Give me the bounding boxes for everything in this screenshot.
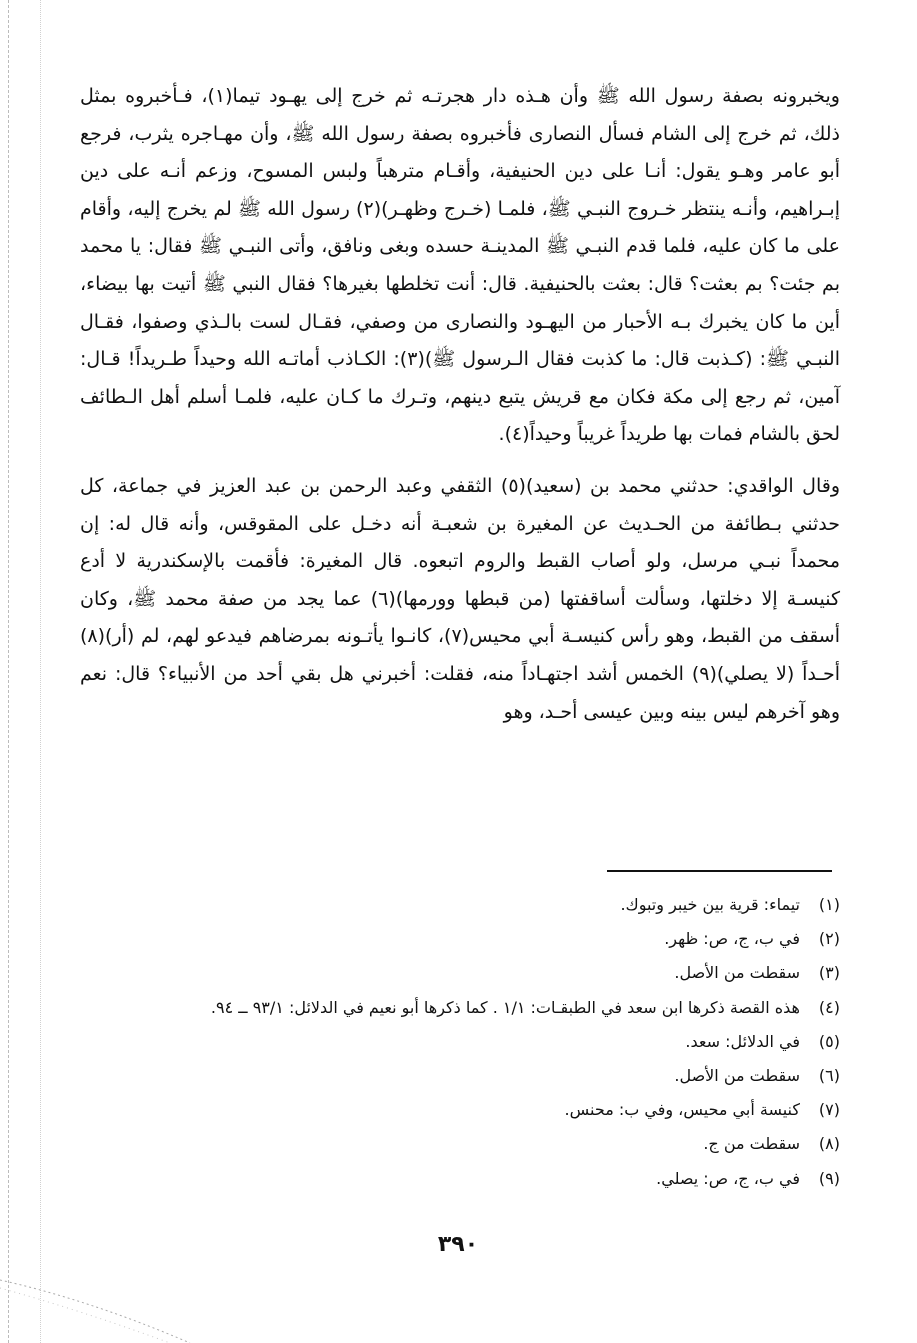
footnote-number: (٩) xyxy=(818,1168,840,1188)
scan-page-curl xyxy=(0,1230,200,1343)
footnote-separator xyxy=(607,870,832,872)
footnote-text: هذه القصة ذكرها ابن سعد في الطبقـات: ١/١ . كما ذكرها أبو نعيم في الدلائل: ٩٣/١ ــ ٩٤. xyxy=(210,997,800,1017)
footnote-number: (٣) xyxy=(818,963,840,983)
scan-edge-line xyxy=(8,0,9,1343)
footnote-text: سقطت من ج. xyxy=(703,1134,800,1154)
footnote-item xyxy=(80,991,840,1025)
footnote-item xyxy=(80,888,840,922)
footnote-number: (٢) xyxy=(818,929,840,949)
footnote-item xyxy=(80,1059,840,1093)
footnote-item xyxy=(80,1162,840,1196)
footnote-item xyxy=(80,956,840,990)
footnote-item xyxy=(80,1093,840,1127)
page-number: ٣٩٠ xyxy=(437,1232,479,1257)
footnote-text: في الدلائل: سعد. xyxy=(685,1031,800,1051)
footnote-text: سقطت من الأصل. xyxy=(674,963,800,983)
footnote-number: (٥) xyxy=(818,1031,840,1051)
scan-margin-line xyxy=(40,0,41,1343)
paragraph-2: وقال الواقدي: حدثني محمد بن (سعيد)(٥) الثقفي وعبد الرحمن بن عبد العزيز في جماعة، كل حدثني بـطائفة من الحـديث عن المغيرة بن شعبـة أنه دخـل على المقوقس، وأنه قال له: إن محمداً نبـي مرسل، ولو أصاب القبط والروم اتبعوه. قال المغيرة: فأقمت بالإسكندرية لا أدع كنيسـة إلا دخلتها، وسألت أساقفتها (من قبطها وورمها)(٦) عما يجد من صفة محمد ﷺ، وكان أسقف من القبط، وهو رأس كنيسـة أبي محيس(٧)، كانـوا يأتـونه بمرضاهم فيدعو لهم، لم (أر)(٨) أحـداً (لا يصلي)(٩) الخمس أشد اجتهـاداً منه، فقلت: أخبرني هل بقي أحد من الأنبياء؟ قال: نعم وهو آخرهم ليس بينه وبين عيسى أحـد، وهو xyxy=(80,474,841,723)
footnote-number: (٦) xyxy=(818,1065,840,1085)
footnotes-list xyxy=(80,888,840,1196)
footnote-text: تيماء: قرية بين خيبر وتبوك. xyxy=(620,895,800,914)
footnote-text: في ب، ج، ص: يصلي. xyxy=(656,1168,800,1188)
paragraph-1: ويخبرونه بصفة رسول الله ﷺ وأن هـذه دار هجرتـه ثم خرج إلى يهـود تيما(١)، فـأخبروه بمثل ذلك، ثم خرج إلى الشام فسأل النصارى فأخبروه بصفة رسول الله ﷺ، وأن مهـاجره يثرب، فرجع أبو عامر وهـو يقول: أنـا على دين الحنيفية، وأقـام مترهباً ولبس المسوح، وزعم أنـه على دين إبـراهيم، وأنـه ينتظر خـروج النبـي ﷺ، فلمـا (خـرج وظهـر)(٢) رسول الله ﷺ لم يخرج إليه، وأقام على ما كان عليه، فلما قدم النبـي ﷺ المدينـة حسده وبغى ونافق، وأتى النبـي ﷺ فقال: يا محمد بم جئت؟ بم بعثت؟ قال: بعثت بالحنيفية. قال: أنت تخلطها بغيرها؟ فقال النبي ﷺ أتيت بها بيضاء، أين ما كان يخبرك بـه الأحبار من اليهـود والنصارى من وصفي، فقـال لست بالـذي وصفوا، فقـال النبـي ﷺ: (كـذبت قال: ما كذبت فقال الـرسول ﷺ)(٣): الكـاذب أماتـه الله وحيداً طـريداً! قـال: آمين، ثم رجع إلى مكة فكان مع قريش يتبع دينهم، وتـرك ما كـان عليه، فلمـا أسلم أهل الـطائف لحق بالشام فمات بها طريداً غريباً وحيداً(٤). xyxy=(80,85,841,446)
footnote-number: (٤) xyxy=(818,997,840,1017)
footnote-number: (٧) xyxy=(818,1100,840,1120)
footnote-text: كنيسة أبي محيس، وفي ب: محنس. xyxy=(564,1100,800,1120)
footnote-item xyxy=(80,922,840,956)
main-text xyxy=(80,78,840,731)
footnote-text: في ب، ج، ص: ظهر. xyxy=(664,929,800,949)
footnote-number: (١) xyxy=(818,895,840,914)
footnote-text: سقطت من الأصل. xyxy=(674,1065,800,1085)
footnote-item xyxy=(80,1025,840,1059)
footnote-number: (٨) xyxy=(818,1134,840,1154)
footnote-item xyxy=(80,1127,840,1161)
